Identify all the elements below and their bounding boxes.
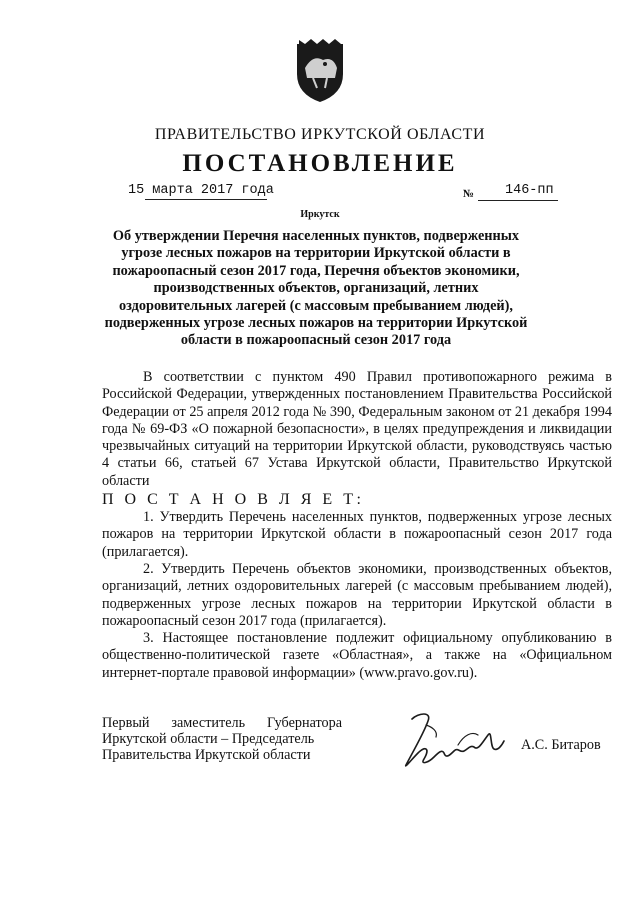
signer-title-word: заместитель (171, 715, 246, 731)
handwritten-signature (398, 705, 508, 771)
signer-title (102, 715, 342, 763)
resolution-item: 3. Настоящее постановление подлежит официальному опубликованию в общественно-политической газете «Областная», а также на «Официальном интернет-портале правовой информации» (www.pravo.gov.ru). (102, 630, 612, 681)
signer-title-word: Первый (102, 715, 150, 731)
document-type: ПОСТАНОВЛЕНИЕ (182, 150, 458, 177)
document-city: Иркутск (300, 209, 340, 220)
signer-title-line (102, 715, 342, 731)
signer-name: А.С. Битаров (521, 737, 601, 753)
number-sign: № (463, 188, 475, 200)
resolves-heading: П О С Т А Н О В Л Я Е Т: (102, 491, 365, 509)
number-underline (478, 200, 558, 201)
document-body (102, 369, 612, 682)
document-number: 146-пп (505, 183, 554, 198)
preamble-paragraph: В соответствии с пунктом 490 Правил противопожарного режима в Российской Федерации, утвержденных постановлением Правительства Российской Федерации от 25 апреля 2012 года № 390, Федеральным законом от 21 декабря 1994 года № 69-ФЗ «О пожарной безопасности», в целях предупреждения и ликвидации чрезвычайных ситуаций на территории Иркутской области, руководствуясь частью 4 статьи 66, статьей 67 Устава Иркутской области, Правительство Иркутской области (102, 369, 612, 489)
coat-of-arms-emblem (291, 38, 349, 104)
resolution-item: 1. Утвердить Перечень населенных пунктов, подверженных угрозе лесных пожаров на территории Иркутской области в пожароопасный сезон 2017 года (прилагается). (102, 509, 612, 560)
resolution-item: 2. Утвердить Перечень объектов экономики, производственных объектов, организаций, летних оздоровительных лагерей (с массовым пребыванием людей), подверженных угрозе лесных пожаров на территории Иркутской области в пожароопасный сезон 2017 года (прилагается). (102, 560, 612, 629)
document-subject: Об утверждении Перечня населенных пунктов, подверженных угрозе лесных пожаров на территории Иркутской области в пожароопасный сезон 2017 года, Перечня объектов экономики, производственных объектов, организаций, летних оздоровительных лагерей (с массовым пребыванием людей), подверженных угрозе лесных пожаров на территории Иркутской области в пожароопасный сезон 2017 года (104, 228, 528, 349)
signer-title-line: Правительства Иркутской области (102, 747, 311, 763)
government-name: ПРАВИТЕЛЬСТВО ИРКУТСКОЙ ОБЛАСТИ (154, 126, 486, 143)
signer-title-word: Губернатора (266, 715, 342, 731)
date-underline (145, 199, 267, 200)
signer-title-line: Иркутской области – Председатель (102, 731, 315, 747)
document-date: 15 марта 2017 года (128, 183, 274, 198)
